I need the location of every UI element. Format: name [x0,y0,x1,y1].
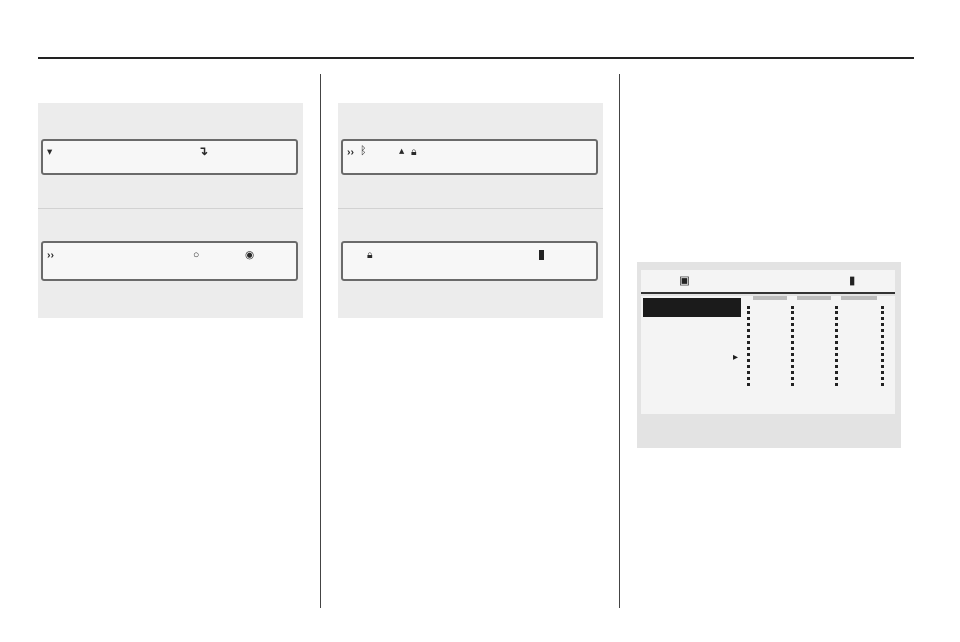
chevron-right-icon: ›› [347,146,354,158]
col1-illustration [38,103,303,318]
cursor-icon [539,250,544,260]
connection-icon: ▣ [679,275,690,287]
phone-icon: ▮ [849,275,856,287]
col2-body [338,332,608,337]
bluetooth-code-screen [341,139,598,175]
col1-body [38,332,308,337]
menu-item-bass[interactable] [643,298,741,317]
column-divider-1 [320,74,321,608]
code-entry-screen [341,241,598,281]
lock-icon: 🔒︎ [367,249,373,261]
radio-off-icon: ○ [193,249,200,261]
radio-on-icon: ◉ [245,249,255,261]
mid-level-bar [797,296,831,300]
scale-dots [791,306,797,386]
bass-level-bar [753,296,787,300]
lock-icon: 🔒︎ [411,146,417,158]
col2-illustration [338,103,603,318]
return-arrow-icon: ↴ [198,144,209,158]
chevron-right-icon: ▸ [733,352,739,363]
illustration-separator [38,208,303,209]
tone-menu [643,298,741,412]
scale-dots [881,306,887,386]
column-divider-2 [619,74,620,608]
illustration-separator [338,208,603,209]
header-rule [38,57,914,59]
treble-level-bar [841,296,877,300]
screen-body [641,296,895,414]
menu-item-treble[interactable] [643,336,741,355]
chevron-down-icon: ▾ [47,146,53,158]
shuffle-screen-2 [41,241,298,281]
chevron-right-icon: ›› [47,249,54,261]
menu-item-mid[interactable] [643,317,741,336]
scale-dots [835,306,841,386]
scale-dots [747,306,753,386]
menu-item-balance[interactable] [643,393,741,412]
menu-item-fader[interactable] [643,374,741,393]
menu-item-eq[interactable] [643,355,741,374]
screen-top-bar [641,270,895,294]
chevron-up-icon: ▴ [399,145,405,157]
shuffle-screen-1 [41,139,298,175]
tone-settings-screen [637,262,901,448]
bluetooth-icon: ᛒ [360,145,367,157]
